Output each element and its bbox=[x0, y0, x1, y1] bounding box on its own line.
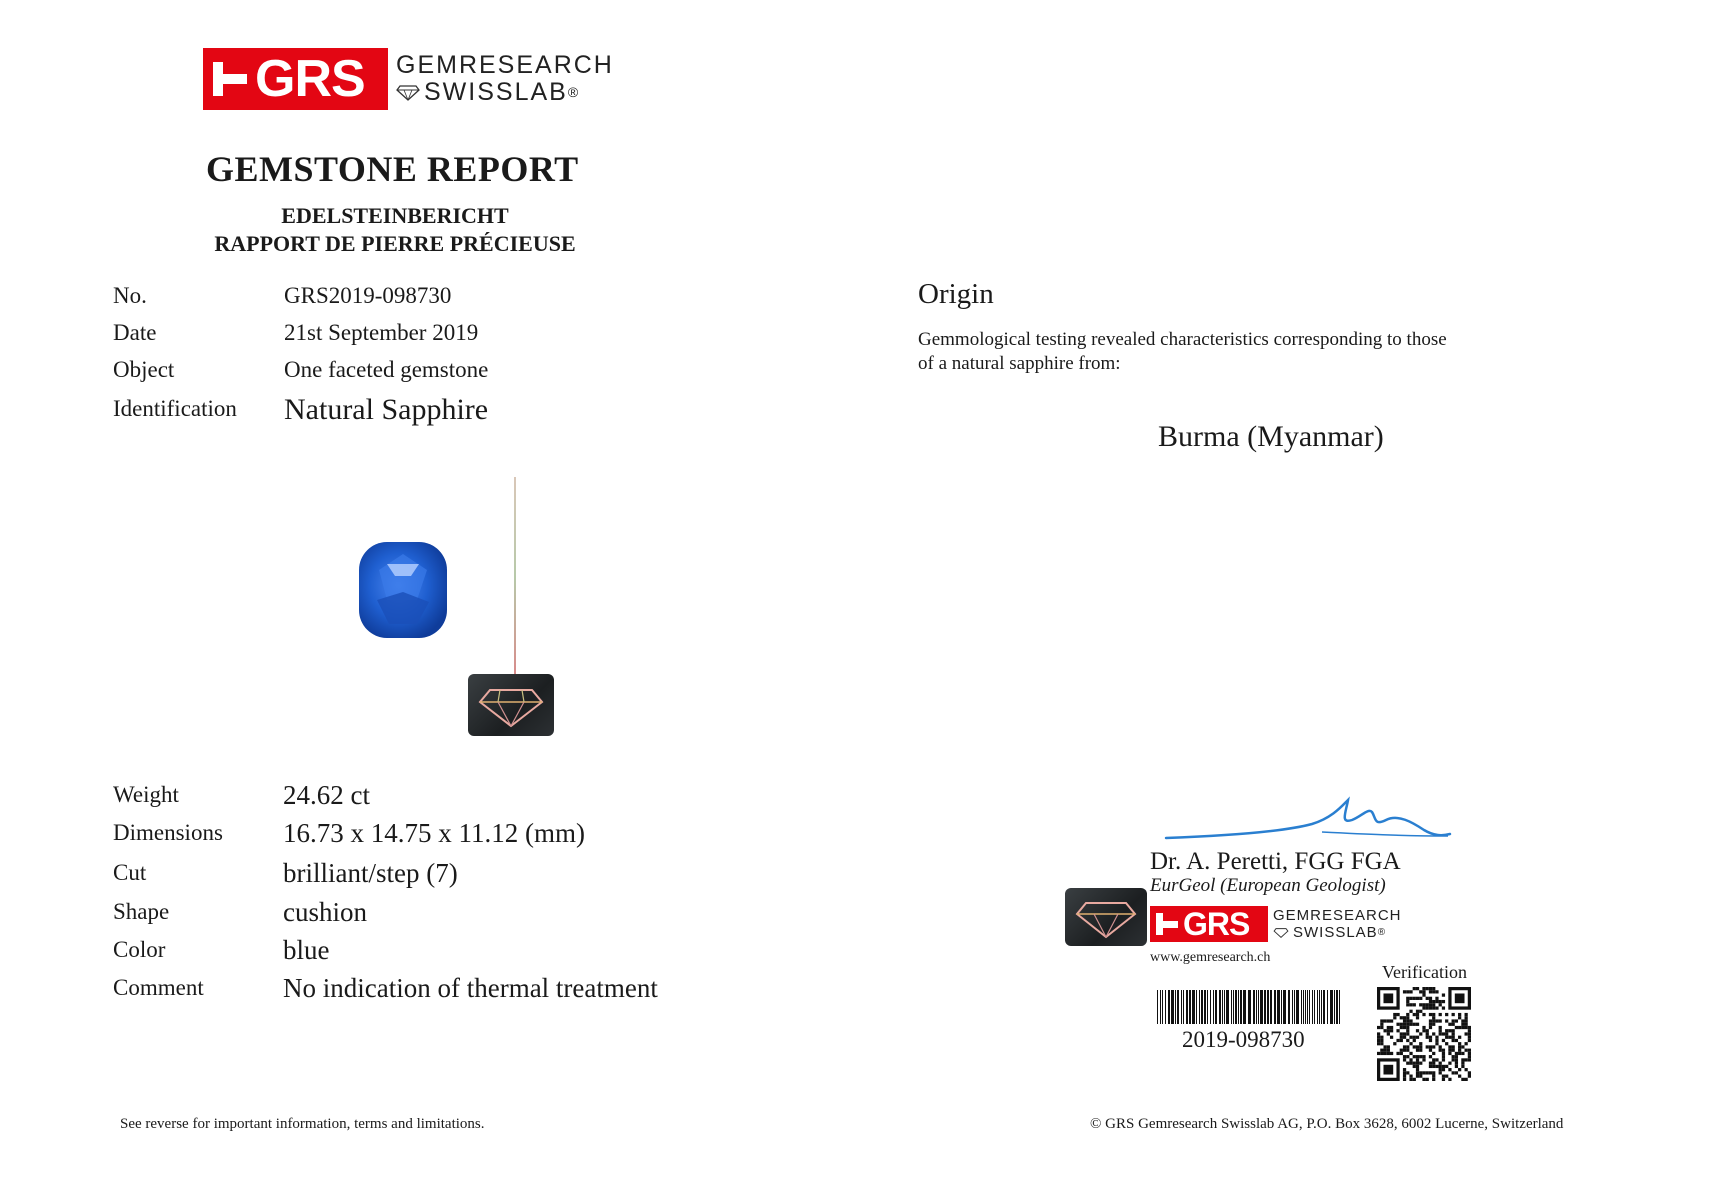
logo-red-box bbox=[203, 48, 388, 110]
field-label-shape: Shape bbox=[113, 899, 170, 924]
subtitle-german: EDELSTEINBERICHT bbox=[281, 203, 509, 228]
logo-red-box bbox=[1150, 906, 1268, 942]
logo-line2: SWISSLAB bbox=[1293, 924, 1378, 941]
footer-copyright: © GRS Gemresearch Swisslab AG, P.O. Box 3628, 6002 Lucerne, Switzerland bbox=[1090, 1116, 1564, 1132]
logo-line1: GEMRESEARCH bbox=[396, 51, 614, 79]
report-title: GEMSTONE REPORT bbox=[206, 149, 579, 189]
barcode bbox=[1157, 990, 1343, 1024]
origin-text-line2: of a natural sapphire from: bbox=[918, 353, 1121, 374]
swiss-cross-icon bbox=[1156, 913, 1178, 935]
signatory-name: Dr. A. Peretti, FGG FGA bbox=[1150, 848, 1401, 875]
field-value-date: 21st September 2019 bbox=[284, 320, 479, 345]
verification-label: Verification bbox=[1382, 962, 1467, 982]
field-label-object: Object bbox=[113, 357, 175, 382]
field-label-color: Color bbox=[113, 937, 166, 962]
origin-heading: Origin bbox=[918, 278, 994, 310]
field-label-identification: Identification bbox=[113, 396, 237, 421]
field-value-cut: brilliant/step (7) bbox=[283, 858, 458, 888]
hologram-seal bbox=[468, 674, 554, 736]
field-value-comment: No indication of thermal treatment bbox=[283, 973, 658, 1003]
field-label-no: No. bbox=[113, 283, 147, 308]
hologram-diamond-icon bbox=[468, 674, 554, 736]
grs-logo bbox=[203, 48, 614, 110]
report-subtitles bbox=[206, 202, 584, 258]
sapphire-image bbox=[357, 540, 449, 640]
field-value-object: One faceted gemstone bbox=[284, 357, 489, 382]
signature bbox=[1162, 794, 1452, 854]
origin-text bbox=[918, 328, 1518, 376]
field-label-cut: Cut bbox=[113, 860, 147, 885]
registered-mark: ® bbox=[567, 84, 579, 100]
field-value-weight: 24.62 ct bbox=[283, 780, 370, 810]
footer-notice: See reverse for important information, terms and limitations. bbox=[120, 1116, 485, 1132]
origin-text-line1: Gemmological testing revealed characteristics corresponding to those bbox=[918, 329, 1447, 350]
field-value-no: GRS2019-098730 bbox=[284, 283, 452, 308]
website-link[interactable]: www.gemresearch.ch bbox=[1150, 950, 1271, 965]
logo-wordmark bbox=[1273, 907, 1402, 941]
field-value-identification: Natural Sapphire bbox=[284, 393, 489, 426]
holder-stick bbox=[514, 477, 516, 677]
logo-mark: GRS bbox=[1183, 906, 1250, 942]
barcode-number: 2019-098730 bbox=[1182, 1027, 1305, 1052]
field-value-color: blue bbox=[283, 935, 330, 965]
diamond-icon bbox=[396, 85, 420, 101]
field-label-weight: Weight bbox=[113, 782, 179, 807]
signatory-title: EurGeol (European Geologist) bbox=[1150, 875, 1386, 896]
logo-mark: GRS bbox=[255, 50, 365, 108]
field-value-dimensions: 16.73 x 14.75 x 11.12 (mm) bbox=[283, 818, 585, 848]
hologram-diamond-icon bbox=[1065, 888, 1147, 946]
subtitle-french: RAPPORT DE PIERRE PRÉCIEUSE bbox=[214, 231, 576, 256]
registered-mark: ® bbox=[1377, 927, 1386, 938]
field-value-shape: cushion bbox=[283, 897, 367, 927]
diamond-icon bbox=[1273, 928, 1289, 938]
grs-logo-small bbox=[1150, 906, 1402, 942]
swiss-cross-icon bbox=[213, 62, 247, 96]
logo-wordmark bbox=[396, 52, 614, 106]
field-label-dimensions: Dimensions bbox=[113, 820, 223, 845]
logo-line2: SWISSLAB bbox=[424, 78, 568, 106]
field-label-date: Date bbox=[113, 320, 157, 345]
origin-value: Burma (Myanmar) bbox=[1158, 420, 1384, 453]
hologram-seal-small bbox=[1065, 888, 1147, 946]
qr-code[interactable] bbox=[1377, 987, 1471, 1081]
field-label-comment: Comment bbox=[113, 975, 204, 1000]
logo-line1: GEMRESEARCH bbox=[1273, 907, 1402, 924]
